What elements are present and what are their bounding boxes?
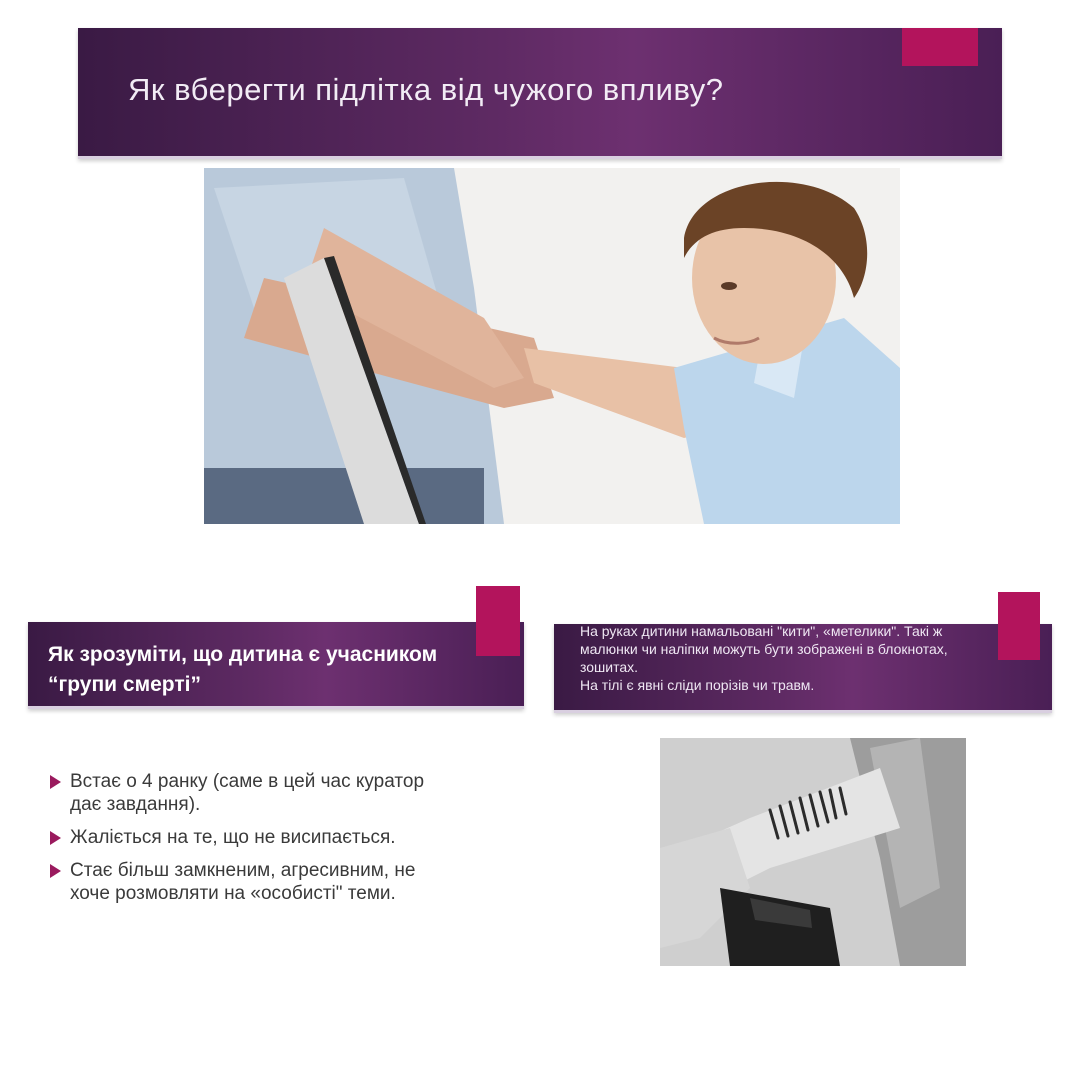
list-item-text: Стає більш замкненим, агресивним, не хоче розмовляти на «особисті" теми.: [70, 860, 416, 904]
right-slide-banner-text: [580, 622, 960, 720]
top-slide-accent-square: [902, 28, 978, 66]
left-slide-title: Як зрозуміти, що дитина є учасником “групи смерті”: [48, 643, 438, 696]
list-item: [50, 859, 450, 905]
list-item: [50, 770, 450, 816]
list-item: [50, 826, 450, 849]
triangle-bullet-icon: [50, 775, 61, 789]
right-slide-line: На руках дитини намальовані "кити", «метелики". Такі ж малюнки чи наліпки можуть бути зображені в блокнотах, зошитах.: [580, 623, 948, 675]
arm-cuts-photo: [660, 738, 966, 966]
right-slide-accent-square: [998, 592, 1040, 660]
triangle-bullet-icon: [50, 831, 61, 845]
child-laptop-photo: [204, 168, 900, 524]
warning-signs-list: [50, 770, 450, 915]
left-slide-accent-square: [476, 586, 520, 656]
triangle-bullet-icon: [50, 864, 61, 878]
right-slide-line: На тілі є явні сліди порізів чи травм.: [580, 677, 815, 693]
list-item-text: Жаліється на те, що не висипається.: [70, 827, 396, 848]
list-item-text: Встає о 4 ранку (саме в цей час куратор дає завдання).: [70, 771, 425, 815]
top-slide-title: Як вберегти підлітка від чужого впливу?: [128, 72, 724, 107]
